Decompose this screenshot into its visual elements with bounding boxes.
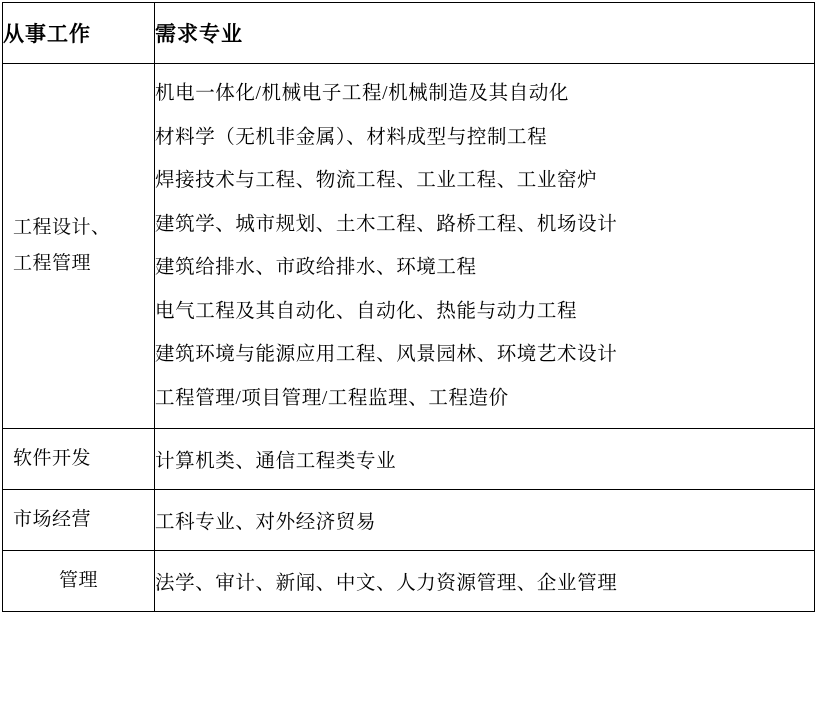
major-cell-management: 法学、审计、新闻、中文、人力资源管理、企业管理 — [155, 551, 815, 612]
major-item: 材料学（无机非金属）、材料成型与控制工程 — [155, 126, 548, 148]
major-item: 电气工程及其自动化、自动化、热能与动力工程 — [155, 300, 578, 322]
table-row — [3, 64, 815, 429]
job-cell-management: 管理 — [3, 551, 155, 612]
table-body — [3, 64, 815, 612]
table-header-row — [3, 3, 815, 64]
major-item: 工程管理/项目管理/工程监理、工程造价 — [155, 387, 509, 409]
requirements-table — [2, 2, 815, 612]
column-header-major: 需求专业 — [155, 3, 815, 64]
major-cell-market: 工科专业、对外经济贸易 — [155, 490, 815, 551]
major-item: 焊接技术与工程、物流工程、工业工程、工业窑炉 — [155, 170, 598, 191]
table-row — [3, 551, 815, 612]
column-header-job: 从事工作 — [3, 3, 155, 64]
document-page — [0, 2, 816, 727]
job-cell-line: 工程管理 — [13, 253, 92, 274]
table-row — [3, 429, 815, 490]
job-cell-software: 软件开发 — [3, 429, 155, 490]
job-cell-line: 工程设计、 — [13, 216, 111, 238]
major-item: 建筑学、城市规划、土木工程、路桥工程、机场设计 — [155, 213, 618, 235]
table-row — [3, 490, 815, 551]
job-cell-engineering — [3, 64, 155, 429]
major-item: 建筑环境与能源应用工程、风景园林、环境艺术设计 — [155, 344, 618, 365]
major-cell-engineering — [155, 64, 815, 429]
major-item: 建筑给排水、市政给排水、环境工程 — [155, 257, 477, 278]
major-cell-software: 计算机类、通信工程类专业 — [155, 429, 815, 490]
job-cell-market: 市场经营 — [3, 490, 155, 551]
major-item: 机电一体化/机械电子工程/机械制造及其自动化 — [155, 83, 570, 104]
table-header — [3, 3, 815, 64]
